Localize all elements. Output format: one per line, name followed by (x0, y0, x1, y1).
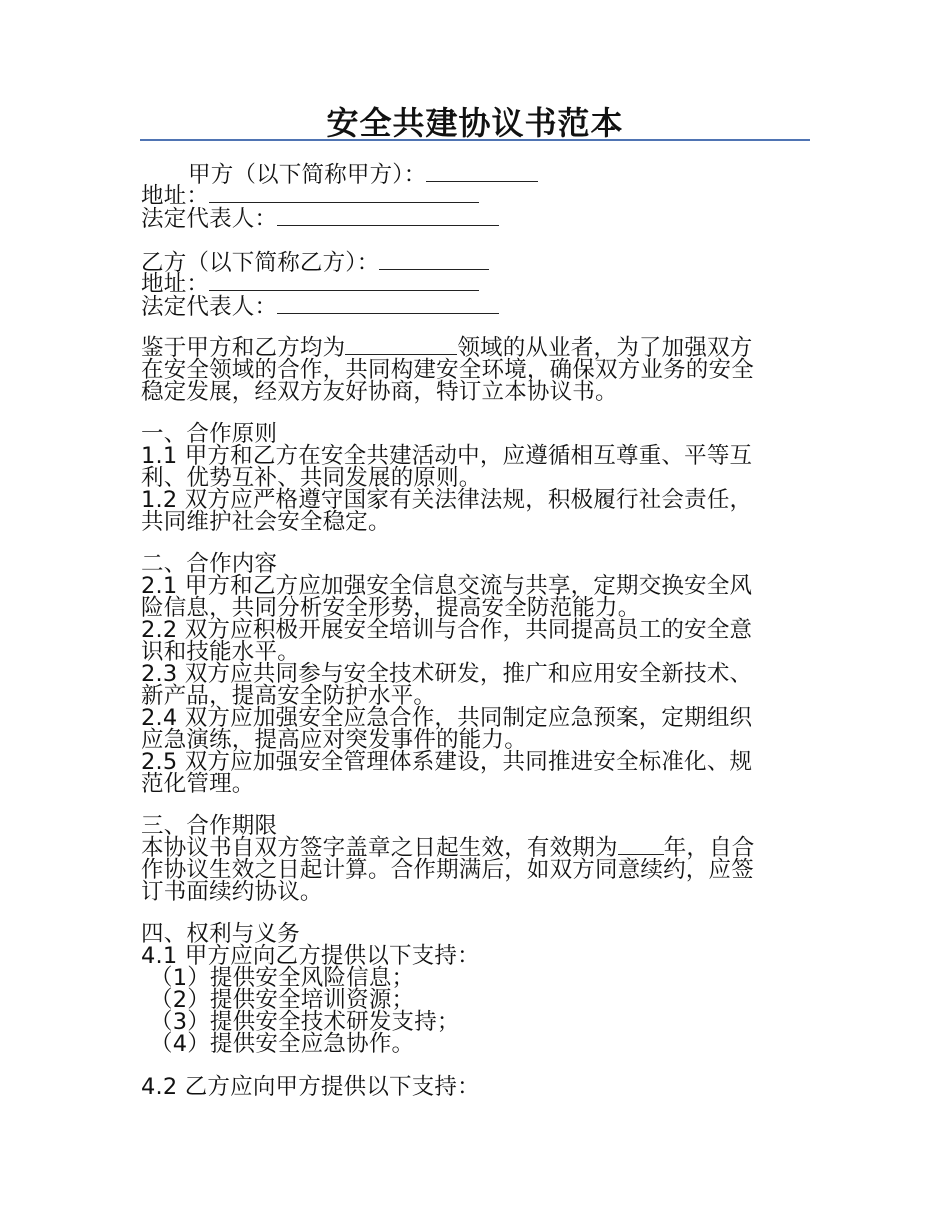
section3-text-1b: 年，自合 (663, 835, 755, 861)
section3-text-1a: 本协议书自双方签字盖章之日起生效，有效期为 (141, 835, 618, 861)
party-b-rep-line (141, 294, 499, 320)
section2-line: 范化管理。 (141, 771, 255, 797)
preamble-line-2: 在安全领域的合作，共同构建安全环境，确保双方业务的安全 (141, 357, 754, 383)
section2-line: 险信息，共同分析安全形势，提高安全防范能力。 (141, 595, 641, 621)
section3-line-3: 订书面续约协议。 (141, 879, 323, 905)
section4-sub2: 4.2 乙方应向甲方提供以下支持： (141, 1074, 480, 1100)
party-a-label: 甲方（以下简称甲方）： (188, 162, 427, 188)
section2-line: 应急演练，提高应对突发事件的能力。 (141, 727, 527, 753)
section2-line: 新产品，提高安全防护水平。 (141, 683, 437, 709)
section1-line: 利、优势互补、共同发展的原则。 (141, 465, 482, 491)
party-b-address-label: 地址： (141, 271, 210, 297)
industry-blank (345, 353, 457, 355)
party-a-address-blank (209, 201, 479, 203)
party-b-address-blank (209, 289, 479, 291)
section4-item: （2）提供安全培训资源； (150, 987, 415, 1013)
section4-item: （4）提供安全应急协作。 (150, 1031, 415, 1057)
section1-line: 1.2 双方应严格遵守国家有关法律法规，积极履行社会责任， (141, 487, 753, 513)
party-b-label: 乙方（以下简称乙方）： (141, 250, 380, 276)
preamble-text-1b: 领域的从业者，为了加强双方 (457, 335, 753, 361)
party-a-blank (426, 180, 538, 182)
preamble-text-1a: 鉴于甲方和乙方均为 (141, 335, 346, 361)
section2-line: 2.5 双方应加强安全管理体系建设，共同推进安全标准化、规 (141, 749, 753, 775)
section3-line-2: 作协议生效之日起计算。合作期满后，如双方同意续约，应签 (141, 857, 754, 883)
section2-heading: 二、合作内容 (141, 551, 278, 577)
party-b-blank (379, 268, 489, 270)
preamble-line-3: 稳定发展，经双方友好协商，特订立本协议书。 (141, 379, 618, 405)
section4-item: （3）提供安全技术研发支持； (150, 1009, 460, 1035)
section2-line: 2.2 双方应积极开展安全培训与合作，共同提高员工的安全意 (141, 617, 753, 643)
section1-line: 1.1 甲方和乙方在安全共建活动中，应遵循相互尊重、平等互 (141, 443, 753, 469)
party-a-address-label: 地址： (141, 183, 210, 209)
title-underline (140, 139, 810, 141)
section3-heading: 三、合作期限 (141, 813, 278, 839)
party-a-rep-blank (277, 224, 499, 226)
section4-item: （1）提供安全风险信息； (150, 965, 415, 991)
section2-line: 识和技能水平。 (141, 639, 300, 665)
section4-heading: 四、权利与义务 (141, 921, 300, 947)
party-a-rep-label: 法定代表人： (141, 206, 278, 232)
party-b-rep-blank (277, 312, 499, 314)
section2-line: 2.3 双方应共同参与安全技术研发，推广和应用安全新技术、 (141, 661, 753, 687)
party-b-rep-label: 法定代表人： (141, 294, 278, 320)
party-a-rep-line (141, 206, 499, 232)
section1-line: 共同维护社会安全稳定。 (141, 509, 391, 535)
section1-heading: 一、合作原则 (141, 421, 278, 447)
section2-line: 2.4 双方应加强安全应急合作，共同制定应急预案，定期组织 (141, 705, 753, 731)
section2-line: 2.1 甲方和乙方应加强安全信息交流与共享，定期交换安全风 (141, 573, 753, 599)
section4-sub1: 4.1 甲方应向乙方提供以下支持： (141, 943, 480, 969)
document-title: 安全共建协议书范本 (326, 104, 624, 142)
term-years-blank (618, 853, 664, 855)
